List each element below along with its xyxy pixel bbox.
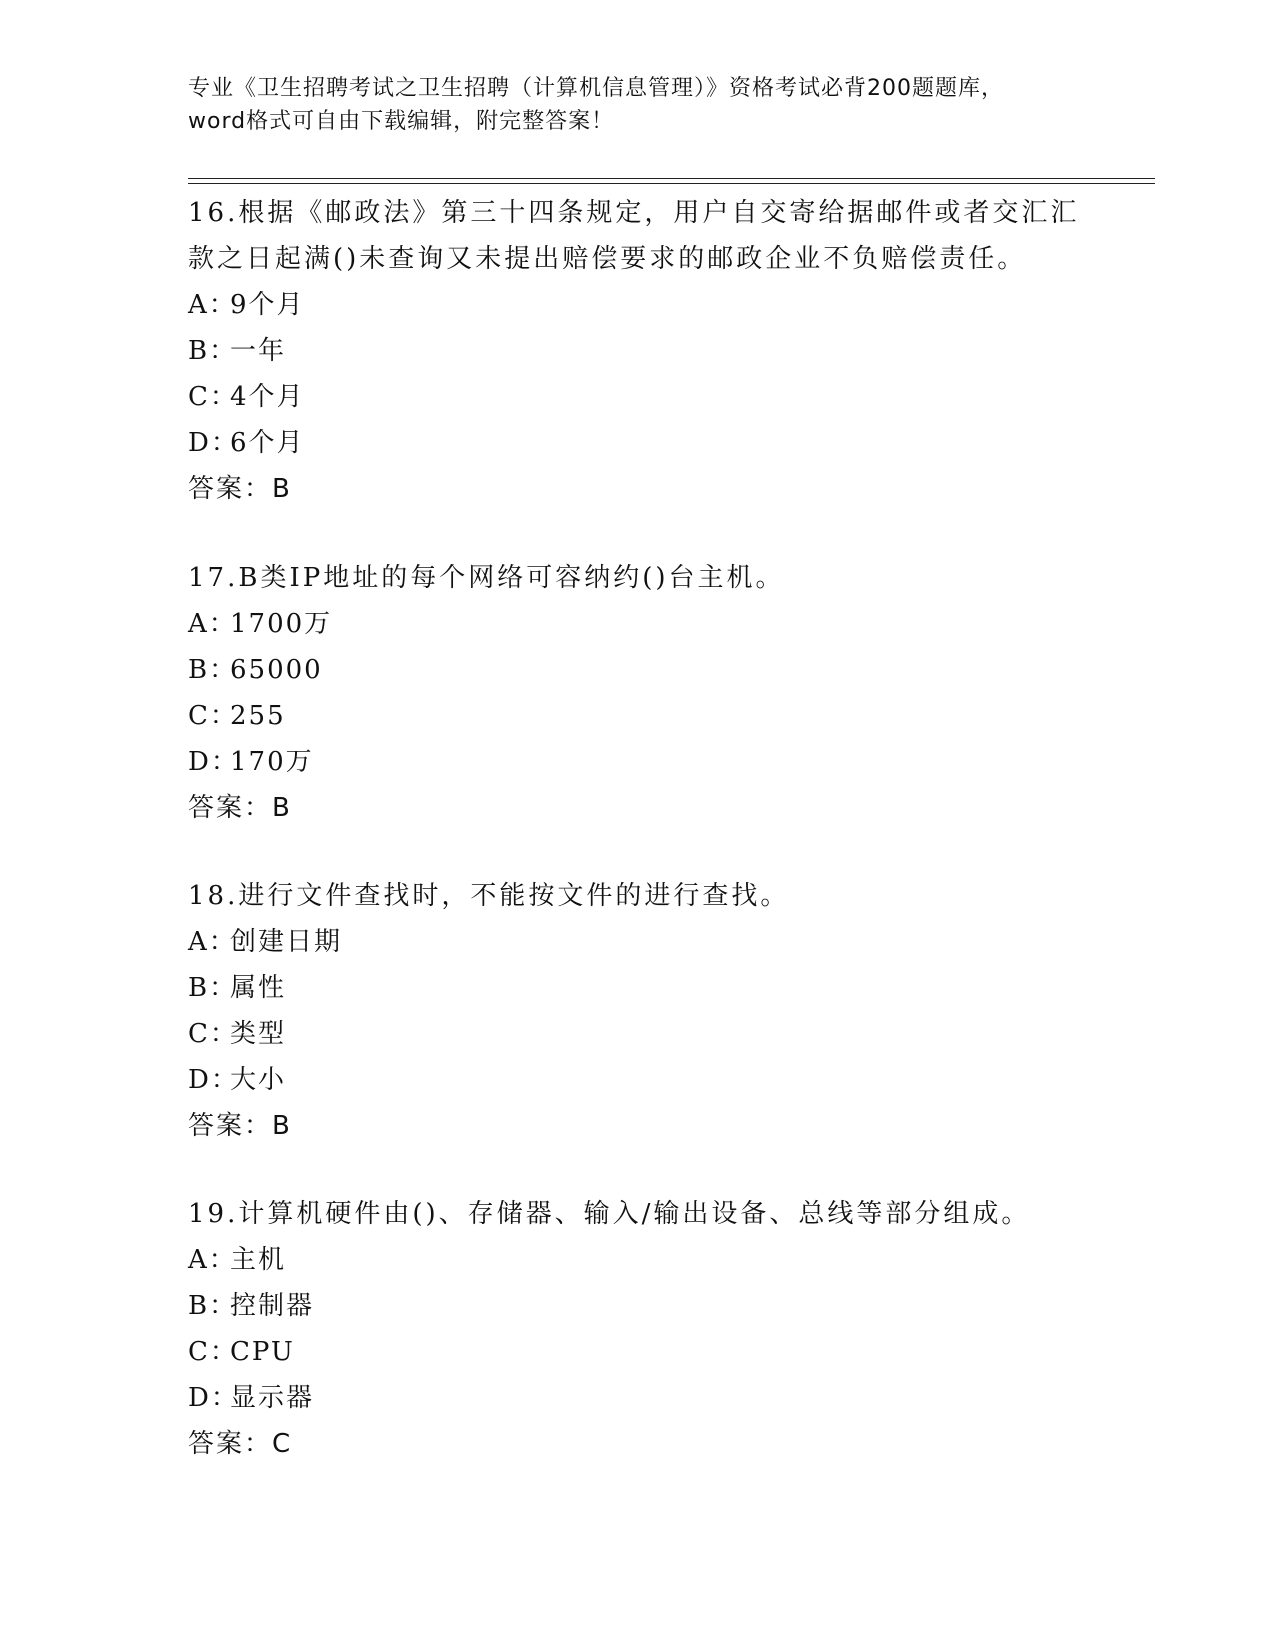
option-text: 控制器 [230,1291,315,1321]
option-letter: B： [188,655,238,685]
option-text: 255 [230,701,286,731]
option-letter: C： [188,382,238,412]
option-letter: A： [188,609,237,639]
option-letter: C： [188,1337,238,1367]
option-c [188,374,1088,420]
option-text: 属性 [230,973,287,1003]
option-a [188,601,1088,647]
option-text: 主机 [230,1245,287,1275]
question-17 [188,555,1088,831]
question-text-line: 16.根据《邮政法》第三十四条规定，用户自交寄给据邮件或者交汇汇 [188,198,1080,228]
option-c [188,693,1088,739]
option-a [188,1237,1088,1283]
option-text: 一年 [230,336,287,366]
option-letter: C： [188,1019,238,1049]
option-text: CPU [230,1337,295,1367]
option-b [188,1283,1088,1329]
option-text: 创建日期 [230,927,343,957]
option-d [188,420,1088,466]
option-text: 9个月 [230,290,305,320]
option-letter: A： [188,1245,237,1275]
option-b [188,647,1088,693]
answer-line: 答案：B [188,1111,292,1141]
option-text: 65000 [230,655,323,685]
option-b [188,328,1088,374]
answer-line: 答案：C [188,1429,293,1459]
option-c [188,1329,1088,1375]
question-18 [188,873,1088,1149]
question-19 [188,1191,1088,1467]
option-letter: D： [188,428,239,458]
option-text: 6个月 [230,428,305,458]
option-d [188,1375,1088,1421]
answer-line: 答案：B [188,474,292,504]
answer-line: 答案：B [188,793,292,823]
option-letter: B： [188,973,238,1003]
option-a [188,919,1088,965]
question-text-line: 18.进行文件查找时，不能按文件的进行查找。 [188,881,790,911]
question-text-line: 17.B类IP地址的每个网络可容纳约()台主机。 [188,563,785,593]
option-d [188,1057,1088,1103]
option-d [188,739,1088,785]
option-text: 170万 [230,747,314,777]
option-text: 显示器 [230,1383,315,1413]
option-text: 4个月 [230,382,305,412]
option-text: 类型 [230,1019,287,1049]
option-letter: B： [188,336,238,366]
option-c [188,1011,1088,1057]
header-divider-top [188,178,1155,179]
question-text-line: 款之日起满()未查询又未提出赔偿要求的邮政企业不负赔偿责任。 [188,244,1027,274]
option-text: 1700万 [230,609,333,639]
option-letter: C： [188,701,238,731]
option-letter: B： [188,1291,238,1321]
header-line-1: 专业《卫生招聘考试之卫生招聘（计算机信息管理）》资格考试必背200题题库， [188,76,1004,101]
question-text-line: 19.计算机硬件由()、存储器、输入/输出设备、总线等部分组成。 [188,1199,1031,1229]
option-a [188,282,1088,328]
document-header [188,72,1078,138]
question-16 [188,190,1088,512]
header-line-2: word格式可自由下载编辑，附完整答案！ [188,109,615,134]
option-letter: D： [188,747,239,777]
header-divider-bottom [188,183,1155,184]
option-letter: D： [188,1065,239,1095]
option-letter: A： [188,927,237,957]
option-letter: A： [188,290,237,320]
option-text: 大小 [230,1065,287,1095]
option-letter: D： [188,1383,239,1413]
option-b [188,965,1088,1011]
